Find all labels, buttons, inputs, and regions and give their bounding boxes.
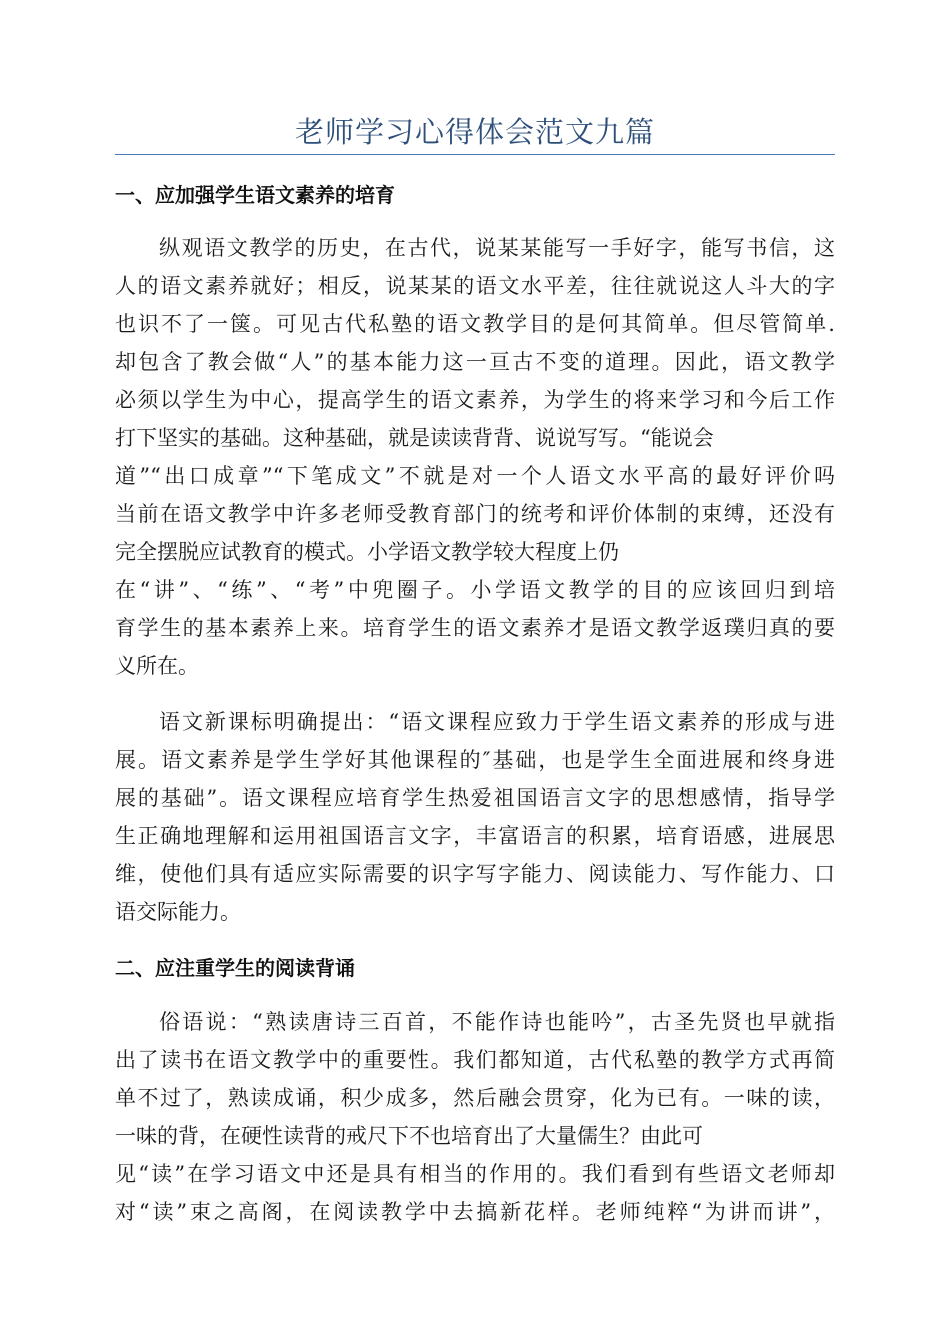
paragraph-line: 也识不了一箧。可见古代私塾的语文教学目的是何其简单。但尽管简单. xyxy=(115,312,835,336)
paragraph-line: 见“读”在学习语文中还是具有相当的作用的。我们看到有些语文老师却 xyxy=(115,1162,835,1186)
paragraph-line: 生正确地理解和运用祖国语言文字，丰富语言的积累，培育语感，进展思 xyxy=(115,824,835,848)
paragraph-line: 育学生的基本素养上来。培育学生的语文素养才是语文教学返璞归真的要 xyxy=(115,616,835,640)
paragraph-line: 展。语文素养是学生学好其他课程的″基础，也是学生全面进展和终身进 xyxy=(115,748,835,772)
paragraph-line: 完全摆脱应试教育的模式。小学语文教学较大程度上仍 xyxy=(115,540,619,564)
paragraph-line: 语交际能力。 xyxy=(115,900,241,924)
title-underline xyxy=(115,154,835,155)
paragraph-line: 展的基础”。语文课程应培育学生热爱祖国语言文字的思想感情，指导学 xyxy=(115,786,835,810)
paragraph-line: 俗语说：“熟读唐诗三百首，不能作诗也能吟”，古圣先贤也早就指 xyxy=(159,1010,835,1034)
paragraph-line: 义所在。 xyxy=(115,654,199,678)
paragraph-line: 单不过了，熟读成诵，积少成多，然后融会贯穿，化为已有。一味的读， xyxy=(115,1086,835,1110)
paragraph-line: 人的语文素养就好；相反，说某某的语文水平差，往往就说这人斗大的字 xyxy=(115,274,835,298)
paragraph-line: 纵观语文教学的历史，在古代，说某某能写一手好字，能写书信，这 xyxy=(159,236,835,260)
section-heading-1: 一、应加强学生语文素养的培育 xyxy=(115,183,395,207)
paragraph-line: 当前在语文教学中许多老师受教育部门的统考和评价体制的束缚，还没有 xyxy=(115,502,835,526)
paragraph-line: 却包含了教会做“人”的基本能力这一亘古不变的道理。因此，语文教学 xyxy=(115,350,835,374)
paragraph-line: 在“讲”、“练”、“考”中兜圈子。小学语文教学的目的应该回归到培 xyxy=(115,578,835,602)
paragraph-line: 维，使他们具有适应实际需要的识字写字能力、阅读能力、写作能力、口 xyxy=(115,862,835,886)
paragraph-line: 对“读”束之高阁，在阅读教学中去搞新花样。老师纯粹“为讲而讲”， xyxy=(115,1200,835,1224)
paragraph-line: 必须以学生为中心，提高学生的语文素养，为学生的将来学习和今后工作 xyxy=(115,388,835,412)
document-title: 老师学习心得体会范文九篇 xyxy=(294,115,655,149)
paragraph-line: 道”“出口成章”“下笔成文”不就是对一个人语文水平高的最好评价吗 xyxy=(115,464,835,488)
paragraph-line: 语文新课标明确提出：“语文课程应致力于学生语文素养的形成与进 xyxy=(159,710,835,734)
paragraph-line: 一味的背，在硬性读背的戒尺下不也培育出了大量儒生？由此可 xyxy=(115,1124,703,1148)
section-2-paragraph-1 xyxy=(115,1003,835,1231)
paragraph-line: 出了读书在语文教学中的重要性。我们都知道，古代私塾的教学方式再简 xyxy=(115,1048,835,1072)
section-1-paragraph-2 xyxy=(115,703,835,931)
section-1-paragraph-1 xyxy=(115,229,835,685)
section-heading-2: 二、应注重学生的阅读背诵 xyxy=(115,956,355,980)
paragraph-line: 打下坚实的基础。这种基础，就是读读背背、说说写写。“能说会 xyxy=(115,426,714,450)
